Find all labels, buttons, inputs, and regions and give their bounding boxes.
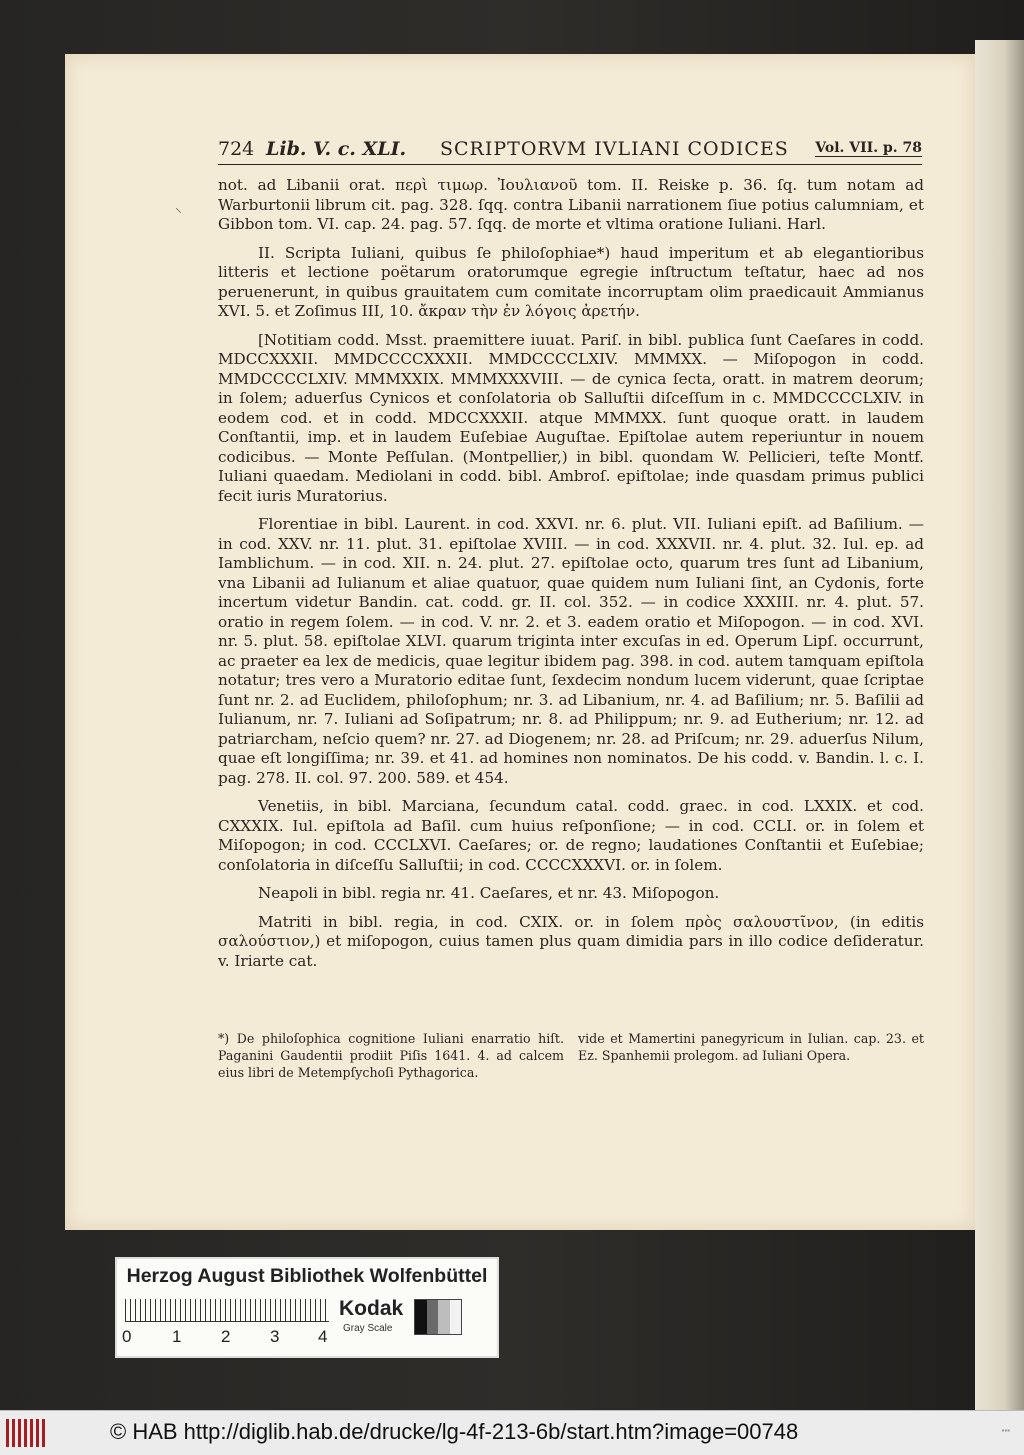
footnote-left: *) De philoſophica cognitione Iuliani enarratio hiſt. Paganini Gaudentii prodiit Piſis 1641. 4. ad calcem eius libri de Metempſychoſi Pythagorica. — [218, 1031, 564, 1080]
page-number: 724 — [218, 138, 255, 160]
footer-url-text[interactable]: © HAB http://diglib.hab.de/drucke/lg-4f-213-6b/start.htm?image=00748 — [110, 1419, 799, 1444]
body-text — [218, 176, 924, 980]
kodak-brand: Kodak — [339, 1297, 404, 1320]
paragraph-5: Venetiis, in bibl. Marciana, ſecundum catal. codd. graec. in cod. LXXIX. et cod. CXXXIX. Iul. epiſtola ad Baſil. cum huius reſponſione; — in cod. CCLI. or. in ſolem et Miſopogon; in cod. CCCLXVI. Caeſares; or. de regno; laudationes Conſtantii et Euſebiae; conſolatoria in diſceſſu Salluſtii; in cod. CCCCXXXVI. or. in ſolem. — [218, 797, 924, 874]
footer-bar — [0, 1410, 1024, 1455]
scale-ruler — [125, 1299, 329, 1322]
hab-logo-icon — [6, 1419, 48, 1447]
scale-number: 4 — [318, 1327, 328, 1346]
book-chapter: Lib. V. c. XLI. — [266, 138, 407, 160]
gray-patch — [415, 1300, 427, 1334]
volume-reference: Vol. VII. p. 78 — [815, 140, 922, 156]
scale-number: 3 — [270, 1327, 280, 1346]
paragraph-4: Florentiae in bibl. Laurent. in cod. XXVI. nr. 6. plut. VII. Iuliani epiſt. ad Baſilium. — in cod. XXV. nr. 11. plut. 31. epiſtolae XVIII. — in cod. XXXVII. nr. 4. plut. 32. Iul. ep. ad Iamblichum. — in cod. XII. n. 24. plut. 27. epiſtolae octo, quarum tres ſunt ad Libanium, vna Libanii ad Iulianum et aliae quatuor, quae quidem num Iuliani ſint, an Cydonis, forte incertum videtur Bandin. cat. codd. gr. II. col. 352. — in codice XXXIII. nr. 4. plut. 57. oratio in regem ſolem. — in cod. V. nr. 2. et 3. eadem oratio et Miſopogon. — in cod. XVI. nr. 5. plut. 58. epiſtolae XLVI. quarum triginta inter excuſas in ed. Operum Lipſ. occurrunt, ac praeter ea lex de medicis, quae legitur ibidem pag. 398. in cod. autem tamquam epiſtola notatur; tres vero a Muratorio editae ſunt, ſexdecim nondum lucem viderunt, quae ſcriptae ſunt nr. 2. ad Euclidem, philoſophum; nr. 3. ad Libanium, nr. 4. ad Baſilium; nr. 5. Baſilii ad Iulianum, nr. 7. Iuliani ad Soſipatrum; nr. 8. ad Philippum; nr. 9. ad Eutherium; nr. 12. ad patriarcham, neſcio quem? nr. 27. ad Diogenem; nr. 28. ad Priſcum; nr. 29. aduerſus Nilum, quae eſt longiſſima; nr. 39. et 41. ad homines non nominatos. De his codd. v. Bandin. l. c. I. pag. 278. II. col. 97. 200. 589. et 454. — [218, 515, 924, 787]
gray-patch — [450, 1300, 462, 1334]
library-label — [115, 1257, 499, 1358]
scale-numbers — [122, 1327, 342, 1349]
paragraph-2: II. Scripta Iuliani, quibus ſe philoſophiae*) haud imperitum et ab elegantioribus litteris et lectione poëtarum oratorumque egregie inſtructum teſtatur, haec ad nos peruenerunt, in quibus grauitatem cum comitate incorruptam olim praedicauit Ammianus XVI. 5. et Zoſimus III, 10. ἄκραν τὴν ἐν λόγοις ἀρετήν. — [218, 243, 924, 320]
gray-patch — [427, 1300, 439, 1334]
header-rule — [218, 164, 922, 165]
scale-number: 1 — [172, 1327, 182, 1346]
running-title: SCRIPTORVM IVLIANI CODICES — [440, 138, 789, 160]
margin-mark: ⸜ — [175, 200, 182, 216]
footnote-right: vide et Mamertini panegyricum in Iulian. cap. 23. et Ez. Spanhemii prolegom. ad Iuliani Opera. — [578, 1031, 924, 1063]
scale-number: 2 — [221, 1327, 231, 1346]
paragraph-3: [Notitiam codd. Msst. praemittere iuuat. Pariſ. in bibl. publica ſunt Caeſares in codd. MDCCXXXII. MMDCCCCXXXII. MMDCCCCLXIV. MMMXX. — Miſopogon in codd. MMDCCCCLXIV. MMMXXIX. MMMXXXVIII. — de cynica ſecta, oratt. in matrem deorum; in ſolem; aduerſus Cynicos et conſolatoria ob Salluſtii diſceſſum in c. MMDCCCCLXIV. in eodem cod. et in codd. MDCCXXXII. atque MMMXX. ſunt quoque oratt. in laudem Conſtantii, imp. et in laudem Euſebiae Auguſtae. Epiſtolae autem reperiuntur in nouem codicibus. — Monte Peſſulan. (Montpellier,) in bibl. quondam W. Pellicieri, teſte Montf. Iuliani quaedam. Mediolani in codd. bibl. Ambroſ. epiſtolae; inde quasdam primus publici fecit iuris Muratorius. — [218, 330, 924, 505]
next-page-edge — [975, 40, 1024, 1410]
badge-icon: ▪▪▪ — [1001, 1426, 1010, 1435]
kodak-subtitle: Gray Scale — [343, 1323, 393, 1334]
institution-name: Herzog August Bibliothek Wolfenbüttel — [126, 1265, 488, 1287]
paragraph-7: Matriti in bibl. regia, in cod. CXIX. or. in ſolem πρὸς σαλουστῖνον, (in editis σαλούστιον,) et miſopogon, cuius tamen plus quam dimidia pars in illo codice deſideratur. v. Iriarte cat. — [218, 912, 924, 970]
running-head — [218, 138, 922, 164]
footnotes — [218, 1030, 924, 1081]
paragraph-6: Neapoli in bibl. regia nr. 41. Caeſares, et nr. 43. Miſopogon. — [258, 884, 720, 902]
paragraph-1: not. ad Libanii orat. περὶ τιμωρ. Ἰουλιανοῦ tom. II. Reiske p. 36. ſq. tum notam ad Warburtonii librum cit. pag. 328. ſqq. contra Libanii narrationem ſiue potius calumniam, et Gibbon tom. VI. cap. 24. pag. 57. ſqq. de morte et vltima oratione Iuliani. Harl. — [218, 176, 924, 233]
grayscale-patches — [414, 1299, 462, 1335]
gray-patch — [438, 1300, 450, 1334]
scale-number: 0 — [122, 1327, 132, 1346]
